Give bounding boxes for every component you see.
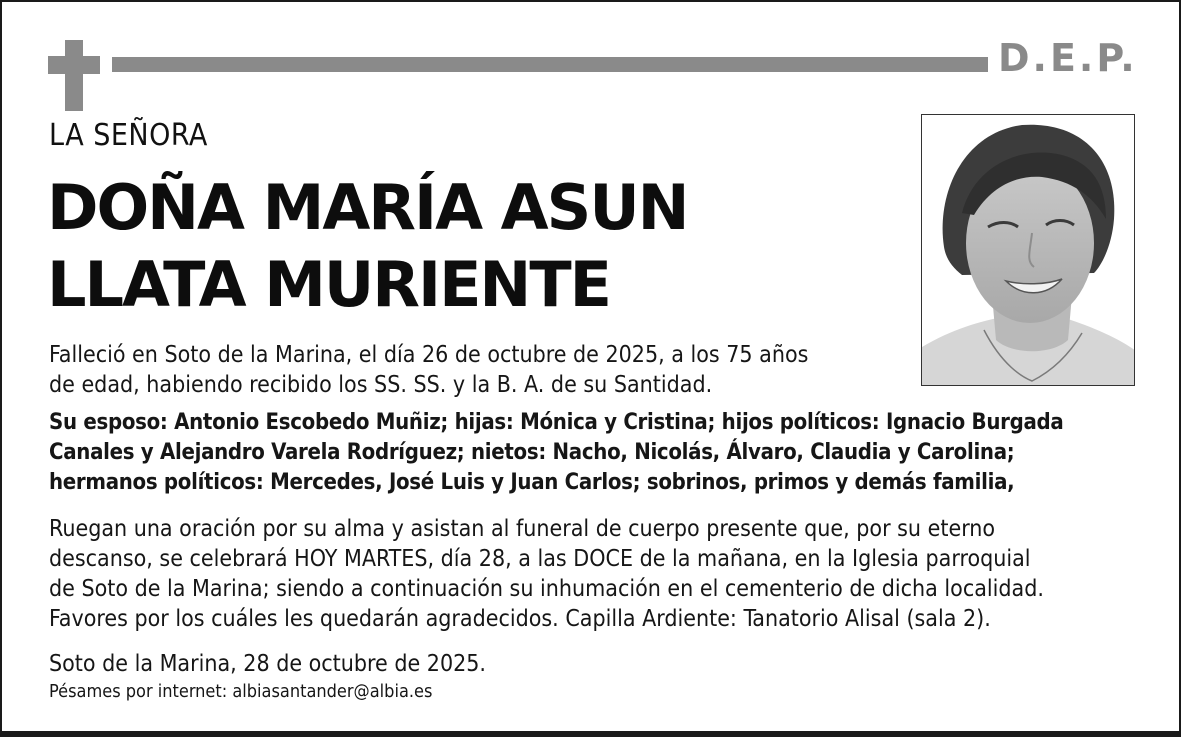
deceased-name-line-2: LLATA MURIENTE xyxy=(47,248,610,321)
place-and-date: Soto de la Marina, 28 de octubre de 2025. xyxy=(49,651,486,677)
funeral-details-line: Favores por los cuáles les quedarán agradecidos. Capilla Ardiente: Tanatorio Alisal (sala 2). xyxy=(49,606,991,632)
family-list xyxy=(49,408,1159,498)
deceased-name-line-1: DOÑA MARÍA ASUN xyxy=(47,171,688,244)
dep-mark: D.E.P. xyxy=(998,36,1138,80)
condolences-contact: Pésames por internet: albiasantander@albia.es xyxy=(49,681,433,702)
header-rule xyxy=(112,57,988,72)
family-list-line: hermanos políticos: Mercedes, José Luis y Juan Carlos; sobrinos, primos y demás familia, xyxy=(49,470,1015,495)
death-statement xyxy=(49,340,889,400)
funeral-details-line: de Soto de la Marina; siendo a continuación su inhumación en el cementerio de dicha localidad. xyxy=(49,576,1044,602)
deceased-portrait-photo xyxy=(921,114,1135,386)
cross-vertical-bar xyxy=(65,40,83,111)
family-list-line: Canales y Alejandro Varela Rodríguez; nietos: Nacho, Nicolás, Álvaro, Claudia y Carolina; xyxy=(49,440,1015,465)
funeral-details-line: descanso, se celebrará HOY MARTES, día 28, a las DOCE de la mañana, en la Iglesia parroquial xyxy=(49,546,1031,572)
cross-horizontal-bar xyxy=(48,56,100,74)
family-list-line: Su esposo: Antonio Escobedo Muñiz; hijas: Mónica y Cristina; hijos políticos: Ignacio Burgada xyxy=(49,410,1064,435)
death-statement-line: Falleció en Soto de la Marina, el día 26 de octubre de 2025, a los 75 años xyxy=(49,342,809,368)
funeral-details xyxy=(49,514,1159,634)
death-statement-line: de edad, habiendo recibido los SS. SS. y la B. A. de su Santidad. xyxy=(49,372,713,398)
funeral-details-line: Ruegan una oración por su alma y asistan al funeral de cuerpo presente que, por su eterno xyxy=(49,516,996,542)
portrait-illustration xyxy=(922,115,1135,386)
honorific: LA SEÑORA xyxy=(49,118,208,153)
